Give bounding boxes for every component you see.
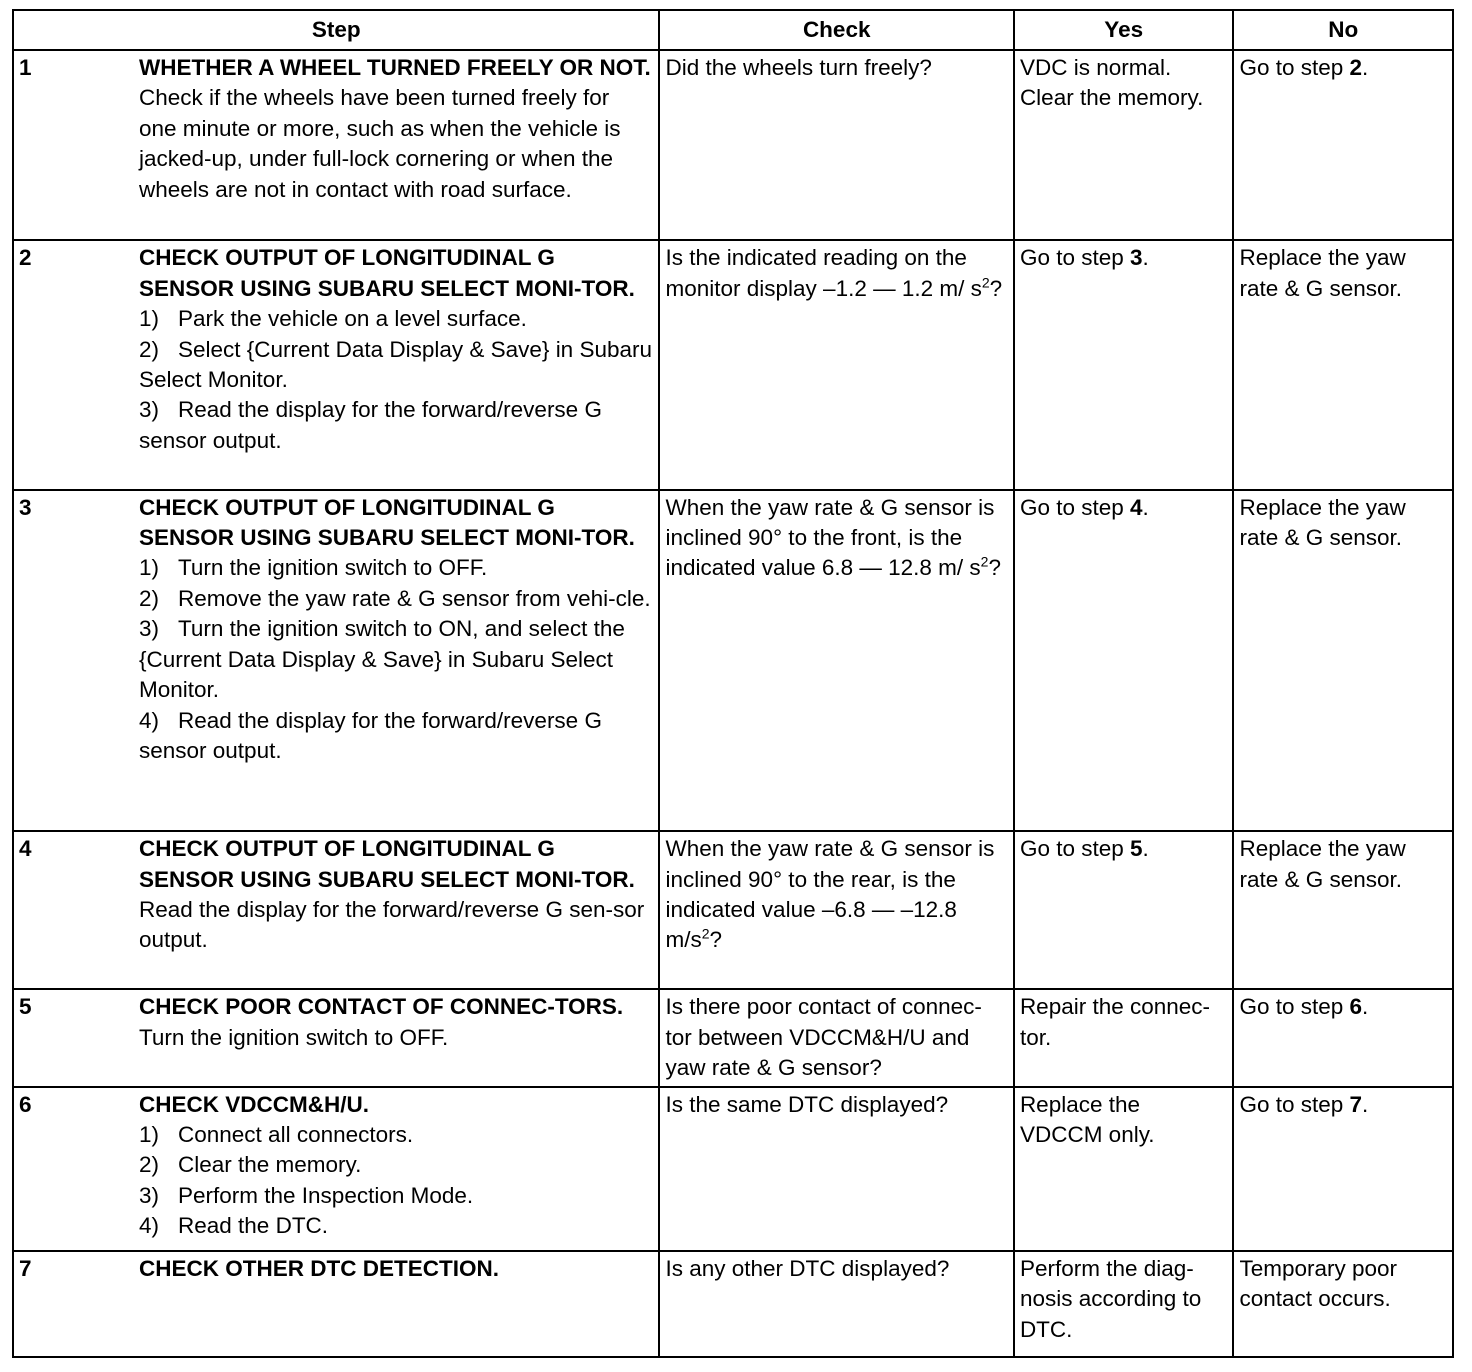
table-row [13,831,1453,989]
step-number: 2 [19,245,32,271]
procedure-item: 3) Read the display for the forward/reverse G sensor output. [139,397,602,453]
step-number: 7 [19,1255,32,1281]
step-reference: 6 [1349,994,1363,1020]
procedure-item: 4) Read the display for the forward/reverse G sensor output. [139,707,602,763]
step-title: CHECK OUTPUT OF LONGITUDINAL G SENSOR USING SUBARU SELECT MONI-TOR. [139,494,635,551]
yes-cell: VDC is normal. Clear the memory. [1014,50,1234,240]
step-title: CHECK POOR CONTACT OF CONNEC-TORS. [139,994,624,1020]
no-cell: Go to step 2. [1233,50,1453,240]
procedure-item: 1) Connect all connectors. [139,1121,414,1147]
step-number: 5 [19,994,32,1020]
yes-cell: Repair the connec-tor. [1014,989,1234,1086]
yes-cell: Go to step 3. [1014,240,1234,489]
header-no: No [1233,10,1453,50]
step-cell [13,1251,659,1357]
table-row [13,1251,1453,1357]
table-row [13,989,1453,1086]
yes-cell: Perform the diag-nosis according to DTC. [1014,1251,1234,1357]
header-row [13,10,1453,50]
diagnostic-table [12,9,1454,1358]
no-cell: Replace the yaw rate & G sensor. [1233,490,1453,832]
check-cell: Is the same DTC displayed? [659,1087,1013,1251]
step-title: CHECK OUTPUT OF LONGITUDINAL G SENSOR USING SUBARU SELECT MONI-TOR. [139,245,635,301]
procedure-item: 1) Turn the ignition switch to OFF. [139,555,488,581]
step-reference: 5 [1130,836,1143,862]
step-title: WHETHER A WHEEL TURNED FREELY OR NOT. [139,55,651,80]
check-cell: Is there poor contact of connec-tor between VDCCM&H/U and yaw rate & G sensor? [659,989,1013,1086]
step-number: 1 [19,55,32,80]
header-step: Step [13,10,659,50]
table-row [13,50,1453,240]
table-row [13,240,1453,489]
step-text: Check if the wheels have been turned freely for one minute or more, such as when the vehicle is jacked-up, under full-lock cornering or when the wheels are not in contact with road surface. [139,85,621,202]
no-cell: Go to step 6. [1233,989,1453,1086]
header-check: Check [659,10,1013,50]
no-cell: Go to step 7. [1233,1087,1453,1251]
table-row [13,1087,1453,1251]
check-cell: When the yaw rate & G sensor is inclined 90° to the rear, is the indicated value –6.8 — –12.8 $m/s^2$? [659,831,1013,989]
step-number: 6 [19,1091,32,1117]
step-cell [13,50,659,240]
procedure-item: 4) Read the DTC. [139,1213,329,1239]
check-cell: Is any other DTC displayed? [659,1251,1013,1357]
procedure-item: 1) Park the vehicle on a level surface. [139,306,527,332]
step-number: 3 [19,494,32,520]
step-cell [13,1087,659,1251]
step-reference: 3 [1130,245,1143,271]
step-cell [13,989,659,1086]
step-reference: 7 [1349,1091,1363,1117]
yes-cell: Go to step 5. [1014,831,1234,989]
check-cell: Did the wheels turn freely? [659,50,1013,240]
step-reference: 2 [1349,55,1363,80]
step-text: Read the display for the forward/reverse G sen-sor output. [139,896,645,953]
procedure-item: 3) Turn the ignition switch to ON, and select the {Current Data Display & Save} in Subaru Select Monitor. [139,616,625,703]
step-cell [13,831,659,989]
procedure-item: 3) Perform the Inspection Mode. [139,1182,474,1208]
step-cell [13,490,659,832]
no-cell: Replace the yaw rate & G sensor. [1233,831,1453,989]
step-title: CHECK VDCCM&H/U. [139,1091,369,1117]
no-cell: Temporary poor contact occurs. [1233,1251,1453,1357]
procedure-item: 2) Clear the memory. [139,1152,362,1178]
step-number: 4 [19,836,32,862]
check-cell: Is the indicated reading on the monitor display –1.2 — 1.2 m/ $s^2$? [659,240,1013,489]
header-yes: Yes [1014,10,1234,50]
check-cell: When the yaw rate & G sensor is inclined 90° to the front, is the indicated value 6.8 — 12.8 m/ $s^2$? [659,490,1013,832]
step-reference: 4 [1130,494,1143,520]
step-cell [13,240,659,489]
no-cell: Replace the yaw rate & G sensor. [1233,240,1453,489]
step-title: CHECK OUTPUT OF LONGITUDINAL G SENSOR USING SUBARU SELECT MONI-TOR. [139,836,635,892]
procedure-item: 2) Remove the yaw rate & G sensor from vehi-cle. [139,585,651,611]
yes-cell: Go to step 4. [1014,490,1234,832]
step-text: Turn the ignition switch to OFF. [139,1024,449,1050]
yes-cell: Replace the VDCCM only. [1014,1087,1234,1251]
step-title: CHECK OTHER DTC DETECTION. [139,1255,499,1281]
procedure-item: 2) Select {Current Data Display & Save} in Subaru Select Monitor. [139,336,653,392]
table-row [13,490,1453,832]
